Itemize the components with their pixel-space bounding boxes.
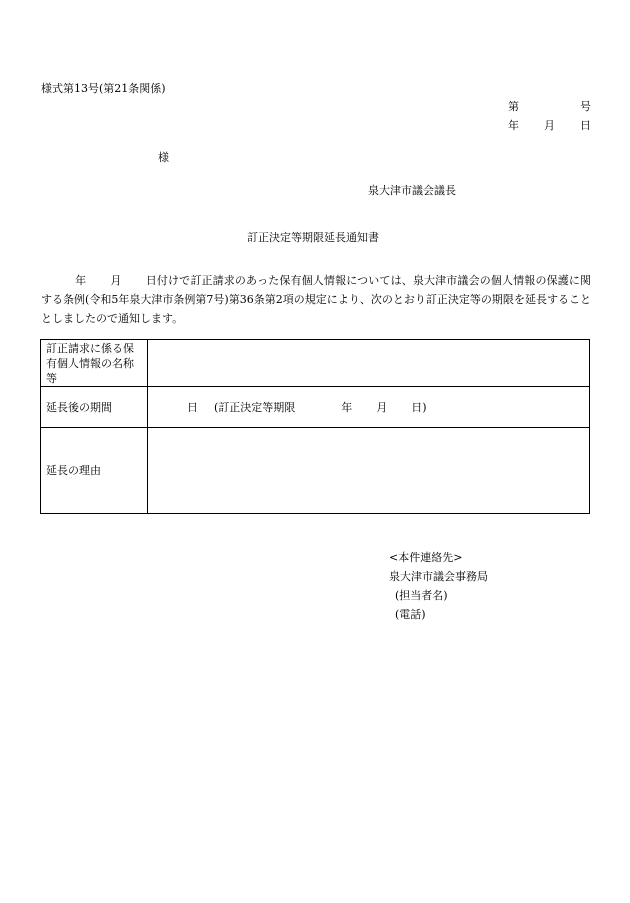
document-number-suffix: 号: [580, 100, 591, 113]
contact-phone: (電話): [395, 608, 426, 621]
date-month-label: 月: [544, 119, 555, 132]
table-row: [41, 340, 590, 387]
notice-body: [41, 271, 591, 328]
extension-reason-label: 延長の理由: [41, 428, 148, 514]
document-title: 訂正決定等期限延長通知書: [247, 231, 379, 244]
body-year-label: 年: [75, 274, 87, 287]
extension-period-label: 延長後の期間: [41, 387, 148, 428]
date-year-label: 年: [508, 119, 519, 132]
body-text: 日付けで訂正請求のあった保有個人情報については、泉大津市議会の個人情報の保護に関する条例(令和5年泉大津市条例第7号)第36条第2項の規定により、次のとおり訂正決定等の期限を延長することとしましたので通知します。: [41, 274, 592, 325]
body-month-label: 月: [110, 274, 122, 287]
deadline-day-label: 日): [411, 401, 427, 414]
addressee-honorific: 様: [158, 151, 169, 164]
period-day-label: 日: [187, 401, 198, 414]
deadline-label: (訂正決定等期限: [214, 401, 296, 414]
contact-heading: <本件連絡先>: [389, 551, 463, 564]
sender-name: 泉大津市議会議長: [368, 184, 456, 197]
contact-block: [389, 548, 488, 624]
deadline-month-label: 月: [376, 401, 388, 414]
date-day-label: 日: [580, 119, 591, 132]
deadline-year-label: 年: [341, 401, 353, 414]
document-number-prefix: 第: [508, 100, 519, 113]
table-row: [41, 428, 590, 514]
form-number-label: 様式第13号(第21条関係): [41, 82, 166, 95]
contact-office: 泉大津市議会事務局: [389, 570, 488, 583]
info-name-label: 訂正請求に係る保有個人情報の名称等: [41, 340, 148, 387]
contact-person: (担当者名): [395, 589, 448, 602]
info-name-field[interactable]: [148, 340, 590, 387]
extension-period-field[interactable]: [148, 387, 590, 428]
table-row: [41, 387, 590, 428]
extension-reason-field[interactable]: [148, 428, 590, 514]
notice-detail-table: [40, 339, 590, 514]
